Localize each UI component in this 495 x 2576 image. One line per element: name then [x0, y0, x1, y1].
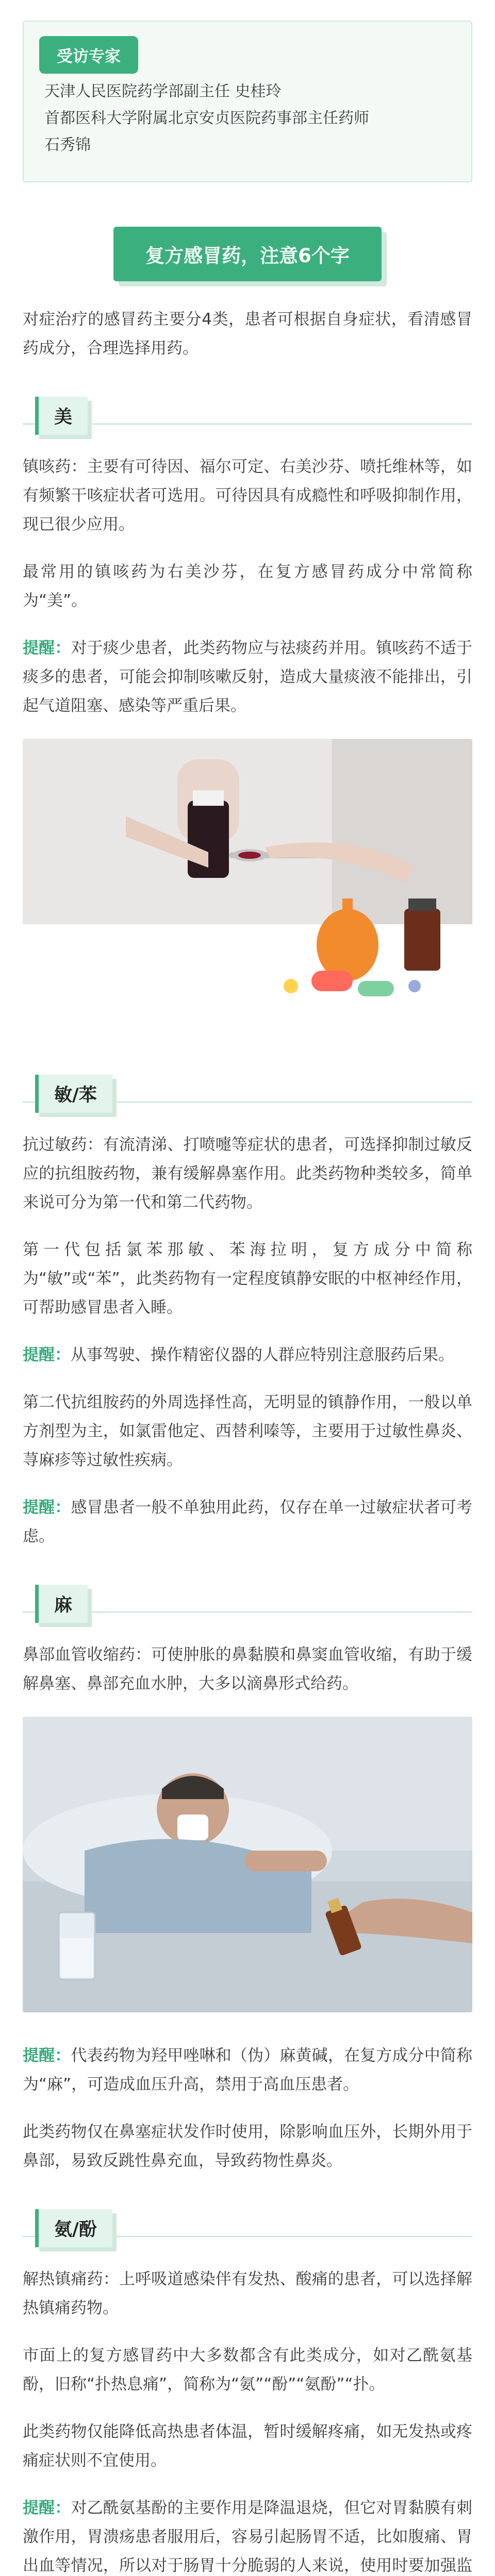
paragraph: 解热镇痛药：上呼吸道感染伴有发热、酸痛的患者，可以选择解热镇痛药物。	[23, 2270, 472, 2317]
tip-paragraph	[23, 2494, 472, 2576]
paragraph: 市面上的复方感冒药中大多数都含有此类成分，如对乙酰氨基酚，旧称“扑热息痛”，简称为“氨”“酚”“氨酚”“扑。	[23, 2346, 472, 2394]
tip-label: 提醒：	[23, 1346, 71, 1364]
intro-paragraph: 对症治疗的感冒药主要分4类，患者可根据自身症状，看清感冒药成分，合理选择用药。	[23, 310, 472, 358]
section-divider	[23, 1612, 472, 1613]
section-header-min-ben	[23, 1063, 472, 1120]
tip-label: 提醒：	[23, 2499, 71, 2517]
photo-sick-man	[23, 1717, 472, 2012]
section-header-mei	[23, 385, 472, 442]
section-label: 氨/酚	[35, 2209, 112, 2247]
expert-line-2: 首都医科大学附属北京安贞医院药事部主任药师	[44, 109, 369, 127]
tip-paragraph	[23, 634, 472, 720]
expert-box	[23, 21, 472, 182]
expert-tag: 受访专家	[39, 36, 138, 74]
section-header-ma	[23, 1573, 472, 1630]
tip-label: 提醒：	[23, 1498, 71, 1517]
paragraph: 第二代抗组胺药的外周选择性高，无明显的镇静作用，一般以单方剂型为主，如氯雷他定、西替利嗪等，主要用于过敏性鼻炎、荨麻疹等过敏性疾病。	[23, 1393, 472, 1469]
tip-paragraph	[23, 1341, 472, 1369]
paragraph: 鼻部血管收缩药：可使肿胀的鼻黏膜和鼻窦血管收缩，有助于缓解鼻塞、鼻部充血水肿，大多以滴鼻形式给药。	[23, 1646, 472, 1693]
article-title: 复方感冒药，注意6个字	[113, 227, 382, 281]
expert-line-1: 天津人民医院药学部副主任 史桂玲	[44, 82, 282, 100]
expert-line-3: 石秀锦	[44, 136, 91, 154]
paragraph: 第一代包括氯苯那敏、苯海拉明，复方成分中简称为“敏”或“苯”，此类药物有一定程度镇静安眠的中枢神经作用，可帮助感冒患者入睡。	[23, 1241, 472, 1317]
paragraph: 镇咳药：主要有可待因、福尔可定、右美沙芬、喷托维林等，如有频繁干咳症状者可选用。可待因具有成瘾性和呼吸抑制作用，现已很少应用。	[23, 457, 472, 534]
expert-section	[23, 0, 472, 182]
section-divider	[23, 423, 472, 425]
paragraph: 此类药物仅能降低高热患者体温，暂时缓解疼痛，如无发热或疼痛症状则不宜使用。	[23, 2422, 472, 2470]
photo-cough-syrup	[23, 739, 472, 1035]
paragraph: 此类药物仅在鼻塞症状发作时使用，除影响血压外，长期外用于鼻部，易致反跳性鼻充血，导致药物性鼻炎。	[23, 2123, 472, 2170]
tip-text: 对乙酰氨基酚的主要作用是降温退烧，但它对胃黏膜有刺激作用，胃溃疡患者服用后，容易引起肠胃不适，比如腹痛、胃出血等情况，所以对于肠胃十分脆弱的人来说，使用时要加强监	[23, 2499, 473, 2575]
section-label: 美	[35, 397, 88, 435]
tip-paragraph	[23, 1493, 472, 1551]
tip-label: 提醒：	[23, 2046, 71, 2065]
section-label: 麻	[35, 1585, 88, 1623]
section-header-an-fen	[23, 2198, 472, 2255]
tip-text: 从事驾驶、操作精密仪器的人群应特别注意服药后果。	[71, 1346, 454, 1364]
tip-text: 感冒患者一般不单独用此药，仅存在单一过敏症状者可考虑。	[23, 1498, 473, 1546]
tip-text: 代表药物为羟甲唑啉和（伪）麻黄碱，在复方成分中简称为“麻”，可造成血压升高，禁用于高血压患者。	[23, 2046, 473, 2094]
tip-text: 对于痰少患者，此类药物应与祛痰药并用。镇咳药不适于痰多的患者，可能会抑制咳嗽反射，造成大量痰液不能排出，引起气道阻塞、感染等严重后果。	[23, 639, 473, 715]
tip-label: 提醒：	[23, 639, 71, 657]
section-label: 敏/苯	[35, 1075, 112, 1113]
paragraph: 最常用的镇咳药为右美沙芬，在复方感冒药成分中常简称为“美”。	[23, 563, 472, 610]
paragraph: 抗过敏药：有流清涕、打喷嚏等症状的患者，可选择抑制过敏反应的抗组胺药物，兼有缓解鼻塞作用。此类药物种类较多，简单来说可分为第一代和第二代药物。	[23, 1136, 472, 1212]
tip-paragraph	[23, 2041, 472, 2099]
